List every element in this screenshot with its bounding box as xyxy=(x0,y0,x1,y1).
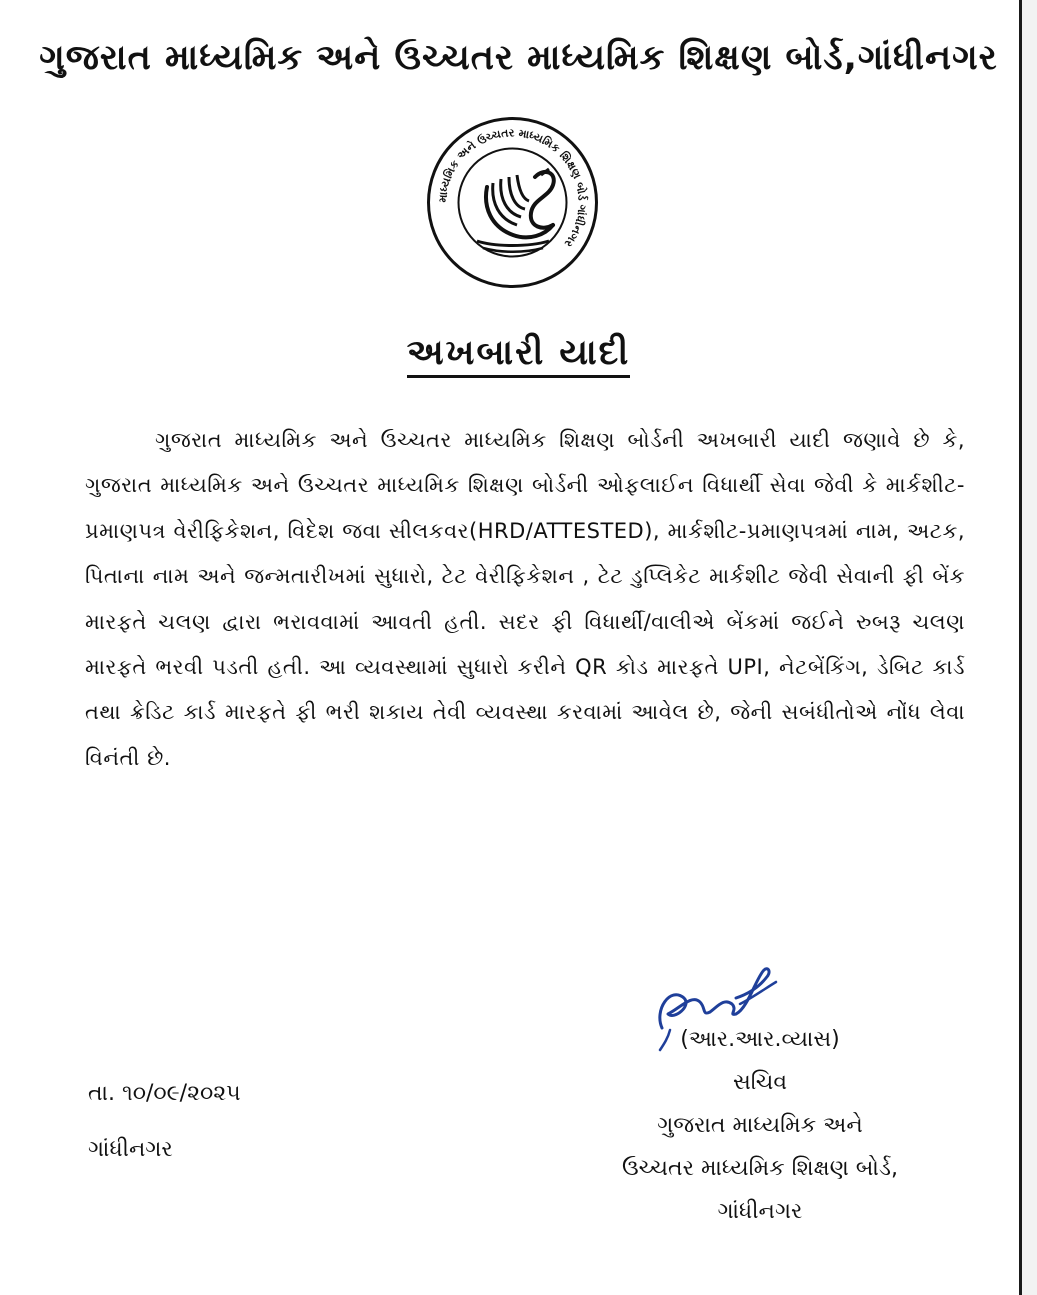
press-release-title xyxy=(0,333,1037,373)
issue-place: ગાંધીનગર xyxy=(88,1137,173,1162)
signatory-designation: સચિવ xyxy=(732,1070,788,1095)
board-seal-logo xyxy=(425,115,600,290)
scan-edge xyxy=(1019,0,1037,1295)
press-release-body: ગુજરાત માધ્યમિક અને ઉચ્ચતર માધ્યમિક શિક્ષણ બોર્ડની અખબારી યાદી જણાવે છે કે, ગુજરાત માધ્યમિક અને ઉચ્ચતર માધ્યમિક શિક્ષણ બોર્ડની ઓફલાઈન વિધાર્થી સેવા જેવી કે માર્કશીટ-પ્રમાણપત્ર વેરીફિકેશન, વિદેશ જવા સીલકવર(HRD/ATTESTED), માર્કશીટ-પ્રમાણપત્રમાં નામ, અટક, પિતાના નામ અને જન્મતારીખમાં સુધારો, ટેટ વેરીફિકેશન , ટેટ ડુપ્લિકેટ માર્કશીટ જેવી સેવાની ફી બેંક મારફતે ચલણ દ્વારા ભરાવવામાં આવતી હતી. સદર ફી વિધાર્થી/વાલીએ બેંકમાં જઈને રુબરૂ ચલણ મારફતે ભરવી પડતી હતી. આ વ્યવસ્થામાં સુધારો કરીને QR કોડ મારફતે UPI, નેટબેંકિંગ, ડેબિટ કાર્ડ તથા ક્રેડિટ કાર્ડ મારફતે ફી ભરી શકાય તેવી વ્યવસ્થા કરવામાં આવેલ છે, જેની સબંધીતોએ નોંધ લેવા વિનંતી છે. xyxy=(85,428,965,770)
signatory-place: ગાંધીનગર xyxy=(717,1199,803,1224)
date-place-block xyxy=(88,1066,241,1178)
svg-text:માધ્યમિક અને ઉચ્ચતર માધ્યમિક શ: માધ્યમિક અને ઉચ્ચતર માધ્યમિક શિક્ષણ બોર્ડ ગાંધીનગર xyxy=(436,126,589,250)
signatory-org-line2: ઉચ્ચતર માધ્યમિક શિક્ષણ બોર્ડ, xyxy=(622,1156,898,1181)
signatory-block xyxy=(520,1018,1000,1233)
board-header-title: ગુજરાત માધ્યમિક અને ઉચ્ચતર માધ્યમિક શિક્ષણ બોર્ડ,ગાંધીનગર xyxy=(39,38,998,78)
signatory-org-line1: ગુજરાત માધ્યમિક અને xyxy=(657,1113,863,1138)
signatory-name: (આર.આર.વ્યાસ) xyxy=(680,1027,840,1052)
press-release-title-text: અખબારી યાદી xyxy=(407,333,630,378)
issue-date: તા. ૧૦/૦૯/૨૦૨૫ xyxy=(88,1081,241,1106)
